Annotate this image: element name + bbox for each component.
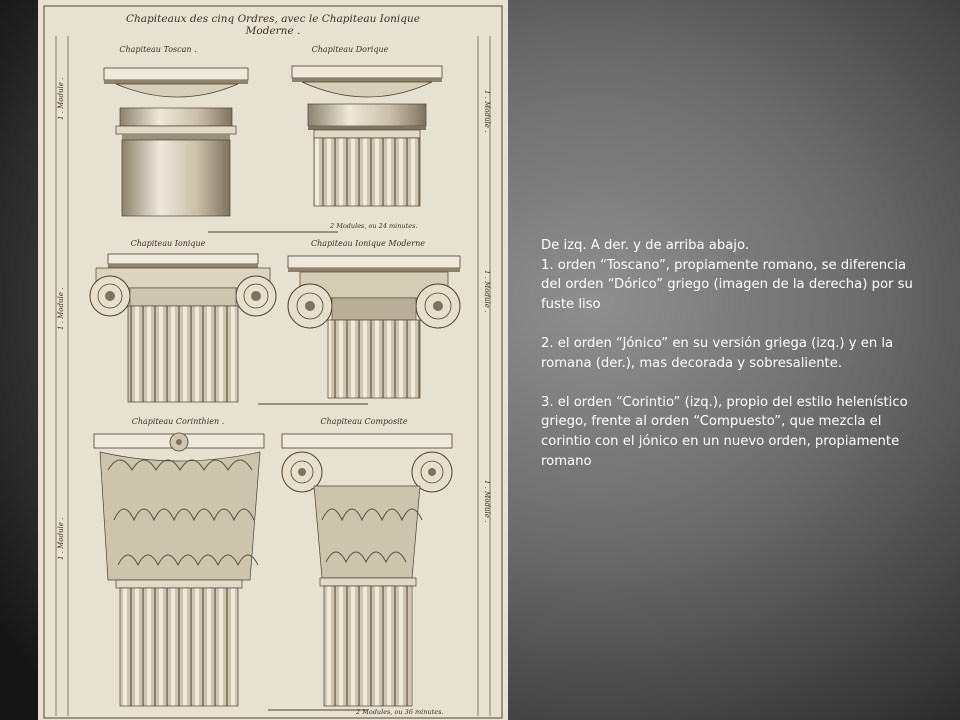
composite-capital xyxy=(282,434,452,706)
module-label-left-top: 1 . Module . xyxy=(57,77,65,120)
ionique-moderne-capital xyxy=(288,256,460,398)
corinthien-capital xyxy=(94,433,264,706)
caption-intro: De izq. A der. y de arriba abajo. xyxy=(541,238,749,253)
capital-label-composite: Chapiteau Composite xyxy=(320,417,408,426)
dorique-capital xyxy=(292,66,442,206)
toscan-capital xyxy=(104,68,248,216)
module-label-left-bottom: 1 . Module . xyxy=(57,517,65,560)
ionique-capital xyxy=(90,254,276,402)
capital-label-corinthien: Chapiteau Corinthien . xyxy=(131,417,225,426)
capital-label-dorique: Chapiteau Dorique xyxy=(311,45,389,54)
plate-title-line2: Moderne . xyxy=(245,25,301,37)
caption-para-2: 2. el orden “Jónico” en su versión griega (izq.) y en la romana (der.), mas decorada y sobresaliente. xyxy=(541,335,894,371)
capital-label-ionique: Chapiteau Ionique xyxy=(130,239,206,248)
scale-label-top: 2 Modules, ou 24 minutes. xyxy=(330,222,418,230)
module-label-right-top: 1 . Module . xyxy=(483,90,491,133)
capital-label-toscan: Chapiteau Toscan . xyxy=(119,45,197,54)
scale-label-bottom: 2 Modules, ou 36 minutes. xyxy=(356,708,444,716)
caption-para-3: 3. el orden “Corintio” (izq.), propio del estilo helenístico griego, frente al orden “Compuesto”, que mezcla el corintio con el jónico en un nuevo orden, propiamente romano xyxy=(541,394,908,469)
module-label-right-bottom: 1 . Module . xyxy=(483,480,491,523)
module-label-left-mid: 1 . Module . xyxy=(57,287,65,330)
caption-para-1: 1. orden “Toscano”, propiamente romano, se diferencia del orden “Dórico” griego (imagen de la derecha) por su fuste liso xyxy=(541,257,913,312)
capitals-engraving xyxy=(38,0,508,720)
engraving-plate xyxy=(38,0,508,720)
module-label-right-mid: 1 . Module . xyxy=(483,270,491,313)
capital-label-ionique-moderne: Chapiteau Ionique Moderne xyxy=(311,239,425,248)
plate-title-line1: Chapiteaux des cinq Ordres, avec le Chapiteau Ionique xyxy=(126,13,420,25)
caption-text xyxy=(541,236,916,471)
